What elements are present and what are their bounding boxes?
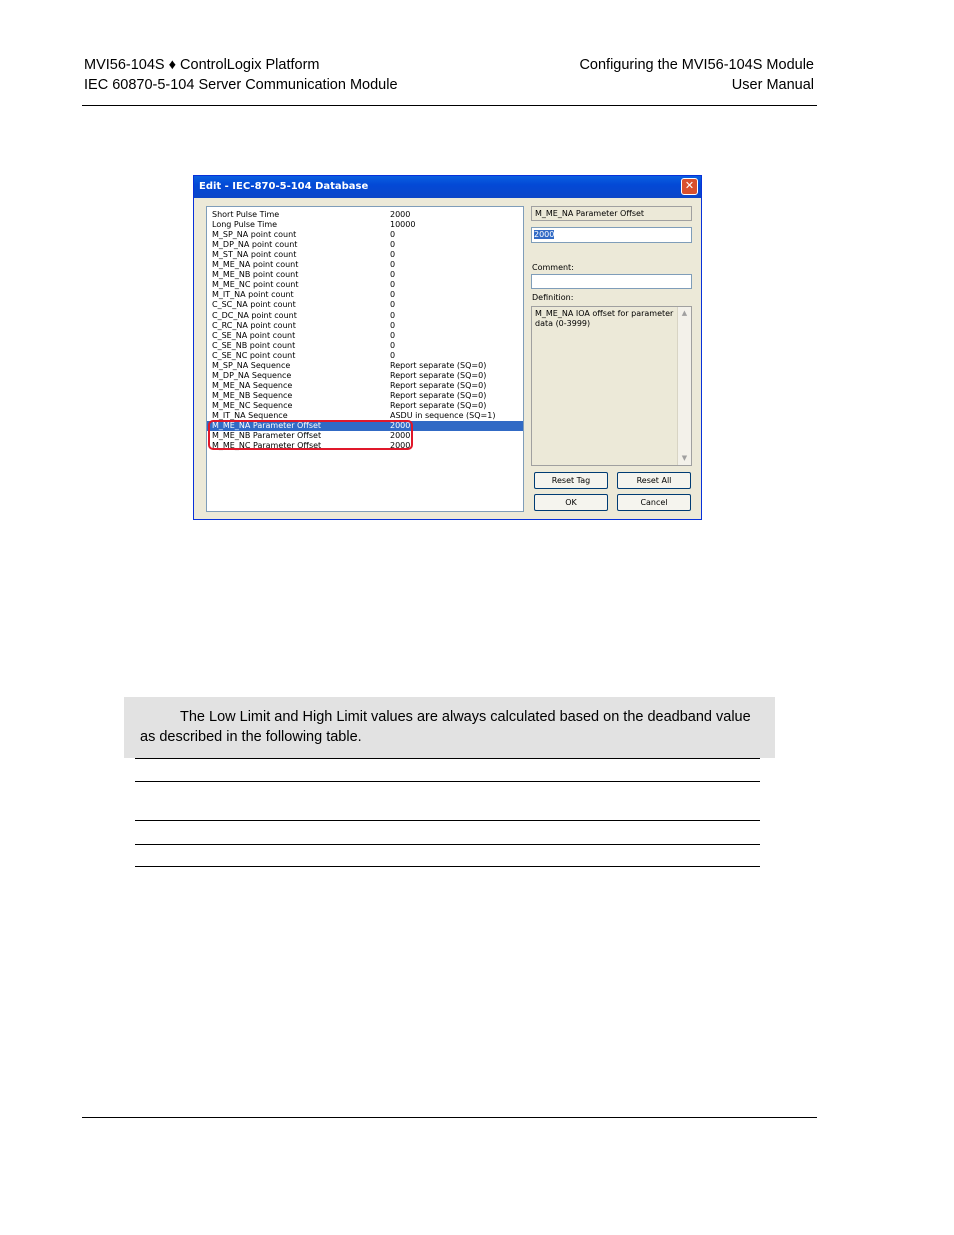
- comment-label: Comment:: [532, 263, 574, 272]
- list-item[interactable]: [207, 371, 523, 381]
- list-item[interactable]: [207, 240, 523, 250]
- parameter-value: Report separate (SQ=0): [390, 360, 487, 370]
- definition-box: [531, 306, 692, 466]
- parameter-name: C_SC_NA point count: [212, 300, 296, 310]
- parameter-value: 0: [390, 260, 396, 270]
- parameter-name: M_ME_NA point count: [212, 260, 299, 270]
- parameter-value: 0: [390, 340, 396, 350]
- table-rule: [135, 820, 760, 821]
- parameter-name: M_ME_NC point count: [212, 280, 299, 290]
- cancel-button[interactable]: Cancel: [617, 494, 691, 511]
- list-item[interactable]: [207, 300, 523, 310]
- parameter-name: M_ME_NA Parameter Offset: [212, 421, 322, 431]
- parameter-value: 10000: [390, 220, 416, 230]
- parameter-value: 0: [390, 320, 396, 330]
- close-icon[interactable]: ✕: [681, 178, 698, 195]
- list-item[interactable]: [207, 220, 523, 230]
- parameter-value: 2000: [390, 421, 411, 431]
- parameter-name: C_SE_NB point count: [212, 340, 296, 350]
- parameter-value: 0: [390, 250, 396, 260]
- list-item[interactable]: [207, 311, 523, 321]
- header-rule: [82, 105, 817, 106]
- list-item[interactable]: [207, 341, 523, 351]
- note-text: The Low Limit and High Limit values are always calculated based on the deadband value as described in the following table.: [140, 709, 751, 745]
- highlight-box: [208, 420, 413, 450]
- parameter-name: M_DP_NA Sequence: [212, 370, 292, 380]
- table-rule: [135, 758, 760, 759]
- parameter-value: 0: [390, 300, 396, 310]
- header-module: IEC 60870-5-104 Server Communication Module: [84, 77, 398, 93]
- parameter-value: 0: [390, 240, 396, 250]
- edit-database-dialog: [193, 175, 702, 520]
- definition-text: M_ME_NA IOA offset for parameter data (0-3999): [535, 309, 674, 328]
- header-product: MVI56-104S ♦ ControlLogix Platform: [84, 57, 320, 73]
- scroll-up-icon[interactable]: ▲: [681, 309, 688, 317]
- list-item[interactable]: [207, 270, 523, 280]
- parameter-name: C_SE_NA point count: [212, 330, 296, 340]
- parameter-name: M_IT_NA Sequence: [212, 411, 288, 420]
- reset-tag-button[interactable]: Reset Tag: [534, 472, 608, 489]
- table-rule: [135, 866, 760, 867]
- ok-button[interactable]: OK: [534, 494, 608, 511]
- parameter-value: 2000: [390, 441, 411, 451]
- table-rule: [135, 844, 760, 845]
- header-left: [84, 55, 398, 95]
- list-item[interactable]: [207, 321, 523, 331]
- parameter-value: Report separate (SQ=0): [390, 390, 487, 400]
- parameter-value: 2000: [390, 431, 411, 441]
- parameter-value: 0: [390, 280, 396, 290]
- header-chapter: Configuring the MVI56-104S Module: [579, 57, 814, 73]
- parameter-value: ASDU in sequence (SQ=1): [390, 411, 496, 420]
- parameter-name: Short Pulse Time: [212, 210, 280, 219]
- list-item[interactable]: [207, 290, 523, 300]
- parameter-value: 0: [390, 290, 396, 300]
- list-item[interactable]: [207, 391, 523, 401]
- scroll-down-icon[interactable]: ▼: [681, 454, 688, 462]
- parameter-value: Report separate (SQ=0): [390, 370, 487, 380]
- parameter-value: 0: [390, 330, 396, 340]
- value-input[interactable]: [531, 227, 692, 243]
- parameter-name: M_ME_NB Sequence: [212, 390, 293, 400]
- parameter-name: C_RC_NA point count: [212, 320, 296, 330]
- parameter-list[interactable]: [206, 206, 524, 512]
- parameter-value: 0: [390, 350, 396, 360]
- comment-input[interactable]: [531, 274, 692, 289]
- parameter-name: C_SE_NC point count: [212, 350, 296, 360]
- list-item[interactable]: [207, 331, 523, 341]
- definition-label: Definition:: [532, 293, 574, 302]
- parameter-name: M_SP_NA Sequence: [212, 360, 291, 370]
- parameter-name: M_IT_NA point count: [212, 290, 294, 300]
- list-item[interactable]: [207, 230, 523, 240]
- list-item[interactable]: [207, 401, 523, 411]
- parameter-name: M_ME_NC Parameter Offset: [212, 441, 322, 451]
- selected-tag-name: M_ME_NA Parameter Offset: [531, 206, 692, 221]
- table-rule: [135, 781, 760, 782]
- dialog-title: Edit - IEC-870-5-104 Database: [194, 176, 701, 198]
- parameter-value: 0: [390, 310, 396, 320]
- list-item[interactable]: [207, 210, 523, 220]
- parameter-name: M_DP_NA point count: [212, 240, 298, 250]
- parameter-name: C_DC_NA point count: [212, 310, 297, 320]
- value-text: 2000: [534, 230, 555, 239]
- header-right: [579, 55, 814, 95]
- parameter-name: M_ST_NA point count: [212, 250, 297, 260]
- parameter-name: M_ME_NB Parameter Offset: [212, 431, 322, 441]
- parameter-value: Report separate (SQ=0): [390, 380, 487, 390]
- definition-scrollbar[interactable]: [677, 307, 691, 465]
- header-manual: User Manual: [731, 77, 814, 93]
- list-item[interactable]: [207, 280, 523, 290]
- note-box: [124, 697, 775, 758]
- reset-all-button[interactable]: Reset All: [617, 472, 691, 489]
- parameter-name: M_SP_NA point count: [212, 230, 297, 240]
- parameter-value: 0: [390, 270, 396, 280]
- list-item[interactable]: [207, 381, 523, 391]
- list-item[interactable]: [207, 250, 523, 260]
- parameter-value: 2000: [390, 210, 411, 219]
- parameter-name: M_ME_NC Sequence: [212, 400, 293, 410]
- parameter-value: Report separate (SQ=0): [390, 400, 487, 410]
- parameter-name: M_ME_NA Sequence: [212, 380, 293, 390]
- parameter-name: Long Pulse Time: [212, 220, 278, 230]
- footer-rule: [82, 1117, 817, 1118]
- list-item[interactable]: [207, 351, 523, 361]
- list-item[interactable]: [207, 260, 523, 270]
- list-item[interactable]: [207, 361, 523, 371]
- parameter-name: M_ME_NB point count: [212, 270, 299, 280]
- parameter-value: 0: [390, 230, 396, 240]
